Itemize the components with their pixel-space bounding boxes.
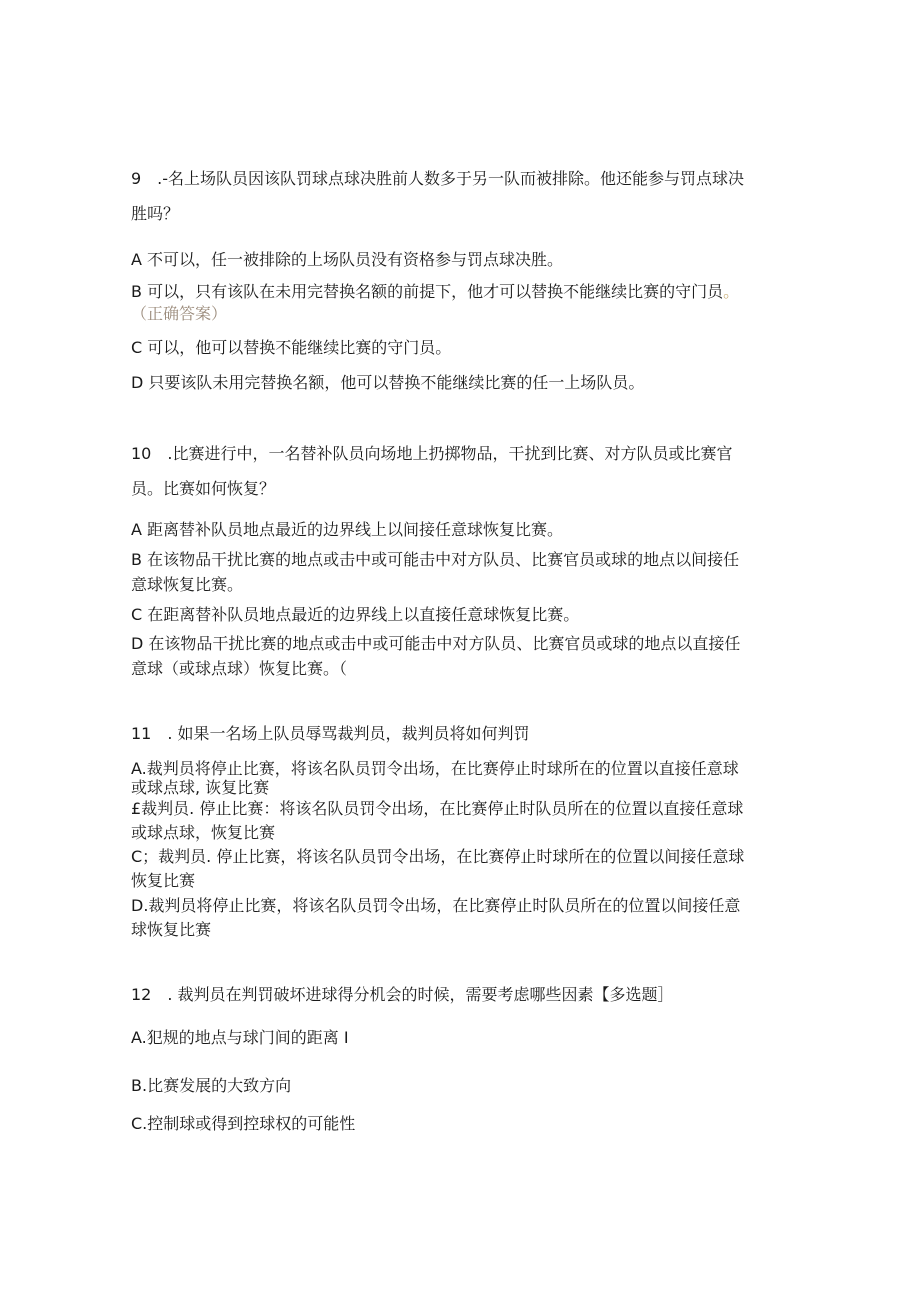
q11-option-c-line1: C；裁判员. 停止比赛，将该名队员罚令出场，在比赛停止时球所在的位置以间接任意球 — [131, 847, 745, 866]
q12-stem: 12 . 裁判员在判罚破坏进球得分机会的时候，需要考虑哪些因素【多选题］ — [131, 985, 674, 1004]
q12-option-a: A.犯规的地点与球门间的距离 I — [131, 1028, 349, 1047]
q9-option-b-text: B 可以，只有该队在未用完替换名额的前提下，他才可以替换不能继续比赛的守门员 — [131, 282, 724, 301]
q11-option-d-line1: D.裁判员将停止比赛，将该名队员罚令出场，在比赛停止时队员所在的位置以间接任意 — [131, 896, 741, 915]
q11-option-b-line2: 或球点球，恢复比赛 — [131, 823, 276, 842]
q9-option-d: D 只要该队未用完替换名额，他可以替换不能继续比赛的任一上场队员。 — [131, 373, 645, 392]
q10-stem-line1: 10 .比赛进行中，一名替补队员向场地上扔掷物品，干扰到比赛、对方队员或比赛官 — [131, 444, 733, 463]
q11-option-b-line1: £裁判员. 停止比赛：将该名队员罚令出场，在比赛停止时队员所在的位置以直接任意球 — [131, 799, 744, 818]
q10-option-b-line2: 意球恢复比赛。 — [131, 575, 244, 594]
q9-option-b-period: 。 — [723, 282, 740, 301]
q9-option-b — [131, 281, 739, 303]
q10-option-a: A 距离替补队员地点最近的边界线上以间接任意球恢复比赛。 — [131, 520, 564, 539]
q10-option-b-line1: B 在该物品干扰比赛的地点或击中或可能击中对方队员、比赛官员或球的地点以间接任 — [131, 550, 740, 569]
q12-option-b: B.比赛发展的大致方向 — [131, 1076, 292, 1095]
q11-option-d-line2: 球恢复比赛 — [131, 920, 212, 939]
q9-stem-line2: 胜吗？ — [131, 204, 180, 223]
q12-option-c: C.控制球或得到控球权的可能性 — [131, 1114, 356, 1133]
q10-option-d-line1: D 在该物品干扰比赛的地点或击中或可能击中对方队员、比赛官员或球的地点以直接任 — [131, 634, 741, 653]
q11-option-a-line1: A.裁判员将停止比赛，将该名队员罚令出场，在比赛停止时球所在的位置以直接任意球 — [131, 759, 739, 778]
q9-correct-answer-note: （正确答案） — [131, 304, 228, 323]
q9-option-c: C 可以，他可以替换不能继续比赛的守门员。 — [131, 338, 452, 357]
q11-option-a-line2: 或球点球, 诙复比赛 — [131, 778, 270, 797]
q9-option-a: A 不可以，任一被排除的上场队员没有资格参与罚点球决胜。 — [131, 250, 564, 269]
q11-option-c-line2: 恢复比赛 — [131, 871, 196, 890]
q10-option-c: C 在距离替补队员地点最近的边界线上以直接任意球恢复比赛。 — [131, 605, 580, 624]
q11-stem: 11 . 如果一名场上队员辱骂裁判员，裁判员将如何判罚 — [131, 724, 530, 743]
q9-stem-line1: 9 .-名上场队员因该队罚球点球决胜前人数多于另一队而被排除。他还能参与罚点球决 — [131, 169, 745, 188]
q10-option-d-line2: 意球（或球点球）恢复比赛。（ — [131, 659, 348, 678]
q10-stem-line2: 员。比赛如何恢复？ — [131, 479, 276, 498]
